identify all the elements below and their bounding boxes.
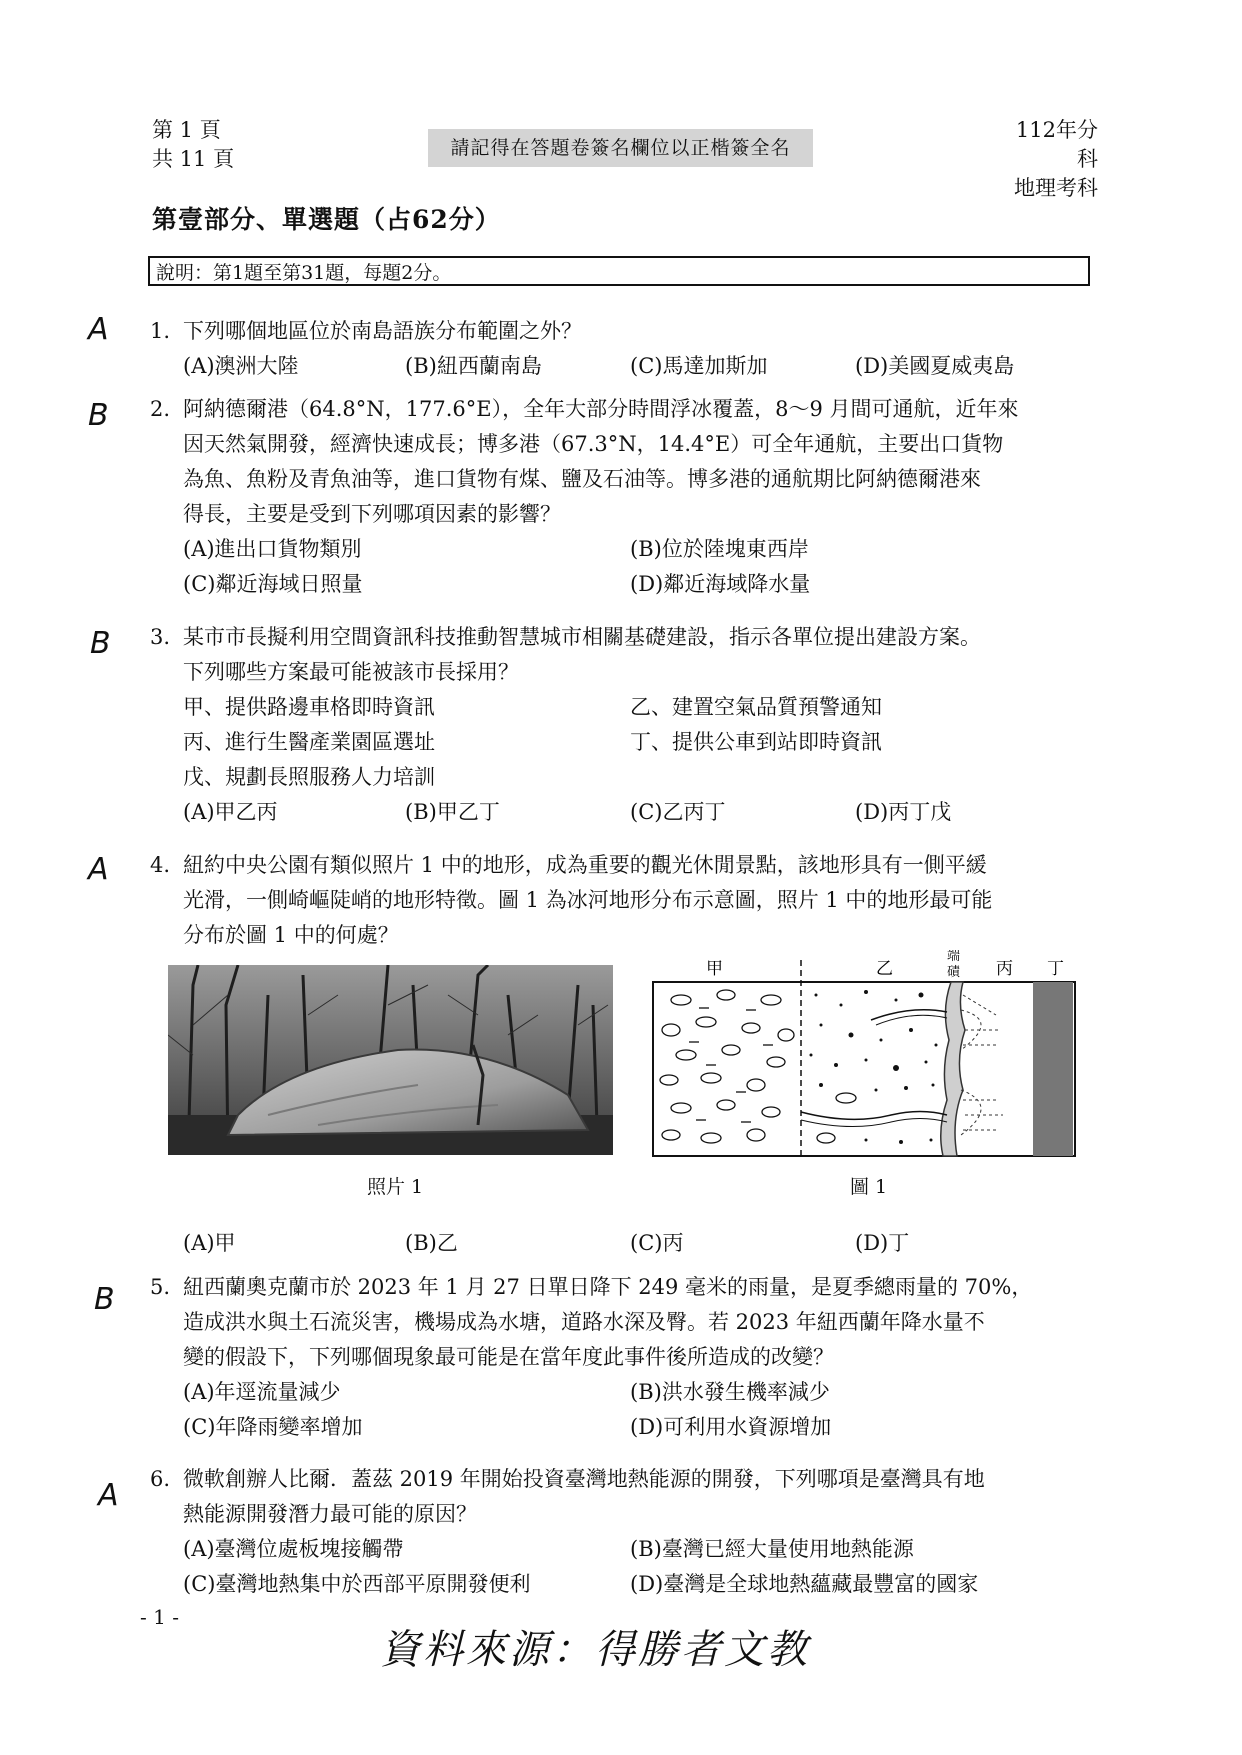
option-c: (C)乙丙丁 [630,800,726,824]
question-number: 1. [150,319,171,343]
question-number: 3. [150,625,171,649]
instructions-box: 說明：第1題至第31題，每題2分。 [148,256,1090,286]
question-2 [150,392,1095,602]
figure-caption: 圖 1 [850,1176,888,1198]
question-stem-line: 微軟創辦人比爾．蓋茲 2019 年開始投資臺灣地熱能源的開發，下列哪項是臺灣具有地 [183,1467,985,1491]
option-d: (D)可利用水資源增加 [630,1415,832,1439]
question-stem-line: 下列哪些方案最可能被該市長採用？ [183,660,519,684]
option-a: (A)臺灣位處板塊接觸帶 [183,1537,404,1561]
option-a: (A)甲 [183,1231,236,1255]
question-stem-line: 紐約中央公園有類似照片 1 中的地形，成為重要的觀光休閒景點，該地形具有一側平緩 [183,853,987,877]
option-b: (B)紐西蘭南島 [405,354,542,378]
item-yi: 乙、建置空氣品質預警通知 [630,695,882,719]
item-row [183,760,1095,795]
label-moraine-1: 端 [947,950,961,964]
option-b: (B)乙 [405,1231,458,1255]
option-a: (A)澳洲大陸 [183,354,299,378]
question-3 [150,620,1095,830]
question-stem-line: 阿納德爾港（64.8°N，177.6°E），全年大部分時間浮冰覆蓋，8～9 月間可通航，近年來 [183,397,1019,421]
label-yi: 乙 [876,959,893,979]
option-d: (D)美國夏威夷島 [855,354,1015,378]
option-row [183,532,1095,567]
item-row [183,725,1095,760]
option-row [183,1410,1095,1445]
question-number: 2. [150,397,171,421]
item-bing: 丙、進行生醫產業園區選址 [183,730,435,754]
exam-info [998,116,1098,203]
question-4-options [150,1226,1095,1261]
option-row [183,567,1095,602]
item-ding: 丁、提供公車到站即時資訊 [630,730,882,754]
option-d: (D)丁 [855,1231,910,1255]
handwritten-source-note: 資料來源：得勝者文教 [380,1627,810,1673]
option-b: (B)位於陸塊東西岸 [630,537,809,561]
exam-subject-line: 地理考科 [1014,176,1098,200]
item-jia: 甲、提供路邊車格即時資訊 [183,695,435,719]
option-a: (A)進出口貨物類別 [183,537,362,561]
photo-image [168,965,613,1155]
item-row [183,690,1095,725]
page-footer-number: - 1 - [140,1605,179,1629]
answer-mark-5: B [94,1282,115,1317]
option-a: (A)甲乙丙 [183,800,278,824]
question-4 [150,848,1095,953]
question-stem-line: 紐西蘭奧克蘭市於 2023 年 1 月 27 日單日降下 249 毫米的雨量，是夏季總雨量的 70%， [183,1275,1033,1299]
option-row [183,1375,1095,1410]
option-d: (D)臺灣是全球地熱蘊藏最豐富的國家 [630,1572,979,1596]
answer-mark-2: B [88,398,109,433]
signature-reminder-banner: 請記得在答題卷簽名欄位以正楷簽全名 [428,129,813,167]
question-number: 5. [150,1275,171,1299]
photo-caption: 照片 1 [367,1176,424,1198]
label-ding: 丁 [1047,959,1064,979]
answer-mark-4: A [88,852,109,887]
option-row [183,795,1095,830]
question-stem-line: 下列哪個地區位於南島語族分布範圍之外？ [183,319,582,343]
label-moraine-2: 磧 [947,965,961,980]
exam-year-line: 112年分科 [1015,118,1098,171]
label-jia: 甲 [706,959,723,979]
question-stem-line: 光滑，一側崎嶇陡峭的地形特徵。圖 1 為冰河地形分布示意圖，照片 1 中的地形最可能 [183,888,993,912]
question-stem-line: 熱能源開發潛力最可能的原因？ [183,1502,477,1526]
option-d: (D)鄰近海域降水量 [630,572,811,596]
option-row [183,1532,1095,1567]
glacial-rock-photo [168,965,613,1155]
option-c: (C)臺灣地熱集中於西部平原開發便利 [183,1572,531,1596]
page-indicator [152,116,234,174]
option-b: (B)甲乙丁 [405,800,500,824]
option-a: (A)年逕流量減少 [183,1380,341,1404]
question-stem-line: 某市市長擬利用空間資訊科技推動智慧城市相關基礎建設，指示各單位提出建設方案。 [183,625,981,649]
label-bing: 丙 [996,959,1013,979]
option-b: (B)洪水發生機率減少 [630,1380,830,1404]
question-number: 4. [150,853,171,877]
question-stem-line: 變的假設下，下列哪個現象最可能是在當年度此事件後所造成的改變？ [183,1345,834,1369]
option-row [183,349,1095,384]
item-wu: 戊、規劃長照服務人力培訓 [183,765,435,789]
question-stem-line: 因天然氣開發，經濟快速成長；博多港（67.3°N，14.4°E）可全年通航，主要出口貨物 [183,432,1004,456]
question-stem-line: 為魚、魚粉及青魚油等，進口貨物有煤、鹽及石油等。博多港的通航期比阿納德爾港來 [183,467,981,491]
question-1 [150,314,1095,384]
question-stem-line: 分布於圖 1 中的何處？ [183,923,399,947]
option-c: (C)丙 [630,1231,684,1255]
question-6 [150,1462,1095,1602]
section-title: 第壹部分、單選題（占62分） [152,205,501,234]
option-c: (C)馬達加斯加 [630,354,768,378]
glacial-landform-diagram [651,950,1077,1158]
question-5 [150,1270,1095,1445]
question-number: 6. [150,1467,171,1491]
answer-mark-1: A [88,312,109,347]
answer-mark-6: A [98,1478,119,1513]
option-c: (C)鄰近海域日照量 [183,572,363,596]
question-stem-line: 造成洪水與土石流災害，機場成為水塘，道路水深及臀。若 2023 年紐西蘭年降水量不 [183,1310,985,1334]
option-d: (D)丙丁戊 [855,800,952,824]
question-stem-line: 得長，主要是受到下列哪項因素的影響？ [183,502,561,526]
page-total-line: 共 11 頁 [152,147,235,171]
option-row [183,1567,1095,1602]
answer-mark-3: B [90,626,111,661]
option-b: (B)臺灣已經大量使用地熱能源 [630,1537,914,1561]
option-row [183,1226,1095,1261]
page-number-line: 第 1 頁 [152,118,221,142]
option-c: (C)年降雨變率增加 [183,1415,363,1439]
